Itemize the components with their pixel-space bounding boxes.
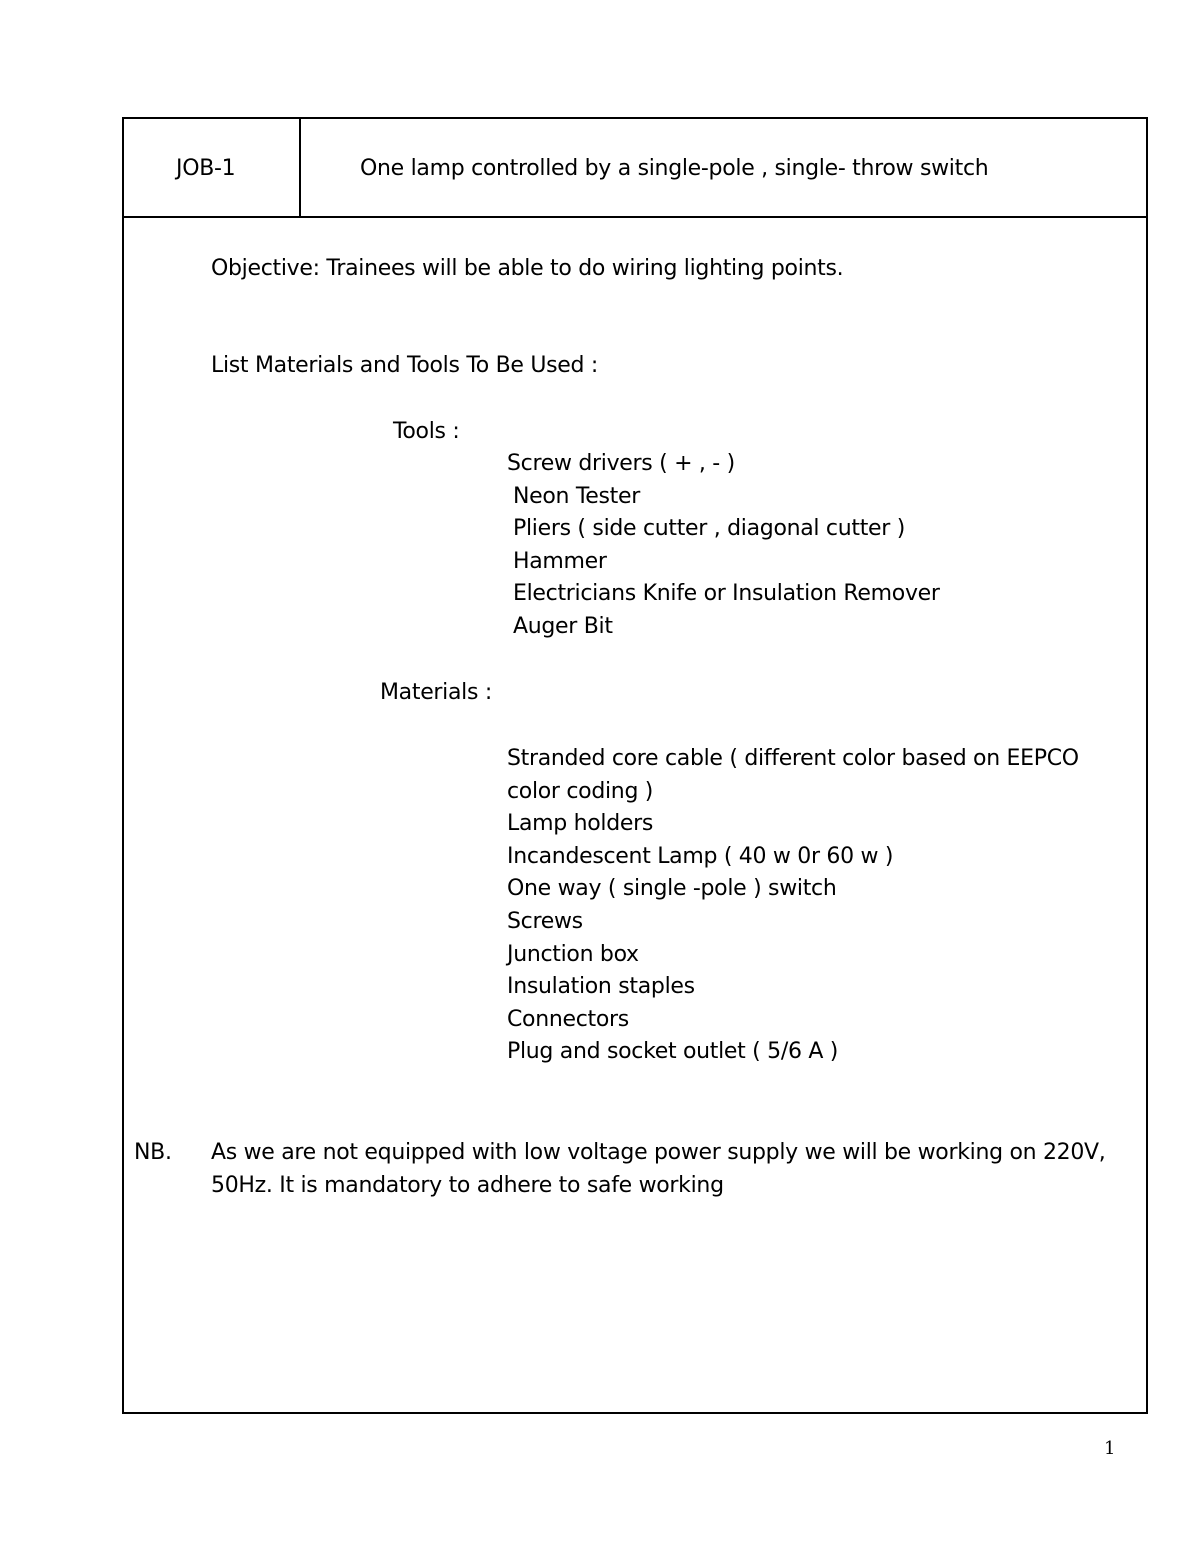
note-line-1: As we are not equipped with low voltage power supply we will be working on 220V, <box>211 1140 1106 1165</box>
header-row-divider <box>124 216 1146 218</box>
material-item: Connectors <box>507 1006 629 1032</box>
tool-item: Neon Tester <box>513 483 640 509</box>
material-item: Lamp holders <box>507 811 654 837</box>
material-item: Insulation staples <box>507 974 695 1000</box>
list-heading: List Materials and Tools To Be Used : <box>211 353 598 378</box>
header-column-divider <box>299 119 301 216</box>
tool-item: Electricians Knife or Insulation Remover <box>513 581 940 607</box>
material-item: Screws <box>507 908 583 934</box>
page-number: 1 <box>1104 1438 1116 1459</box>
material-item: Junction box <box>507 941 639 967</box>
material-item: color coding ) <box>507 778 654 804</box>
tool-item: Hammer <box>513 548 607 574</box>
material-item: One way ( single -pole ) switch <box>507 876 837 902</box>
tool-item: Screw drivers ( + , - ) <box>507 451 735 476</box>
material-item: Plug and socket outlet ( 5/6 A ) <box>507 1039 839 1065</box>
job-id: JOB-1 <box>176 156 236 181</box>
objective-text: Objective: Trainees will be able to do wiring lighting points. <box>211 256 844 281</box>
tool-item: Pliers ( side cutter , diagonal cutter ) <box>513 516 905 542</box>
note-line-2: 50Hz. It is mandatory to adhere to safe working <box>211 1173 724 1198</box>
tool-item: Auger Bit <box>513 613 613 639</box>
note-label: NB. <box>134 1140 172 1165</box>
tools-label: Tools : <box>393 419 460 444</box>
material-item: Stranded core cable ( different color based on EEPCO <box>507 746 1079 771</box>
materials-list <box>507 743 1079 1069</box>
materials-label: Materials : <box>380 680 492 705</box>
job-title: One lamp controlled by a single-pole , single- throw switch <box>360 156 989 181</box>
material-item: Incandescent Lamp ( 40 w 0r 60 w ) <box>507 843 894 869</box>
tools-list <box>507 448 940 644</box>
